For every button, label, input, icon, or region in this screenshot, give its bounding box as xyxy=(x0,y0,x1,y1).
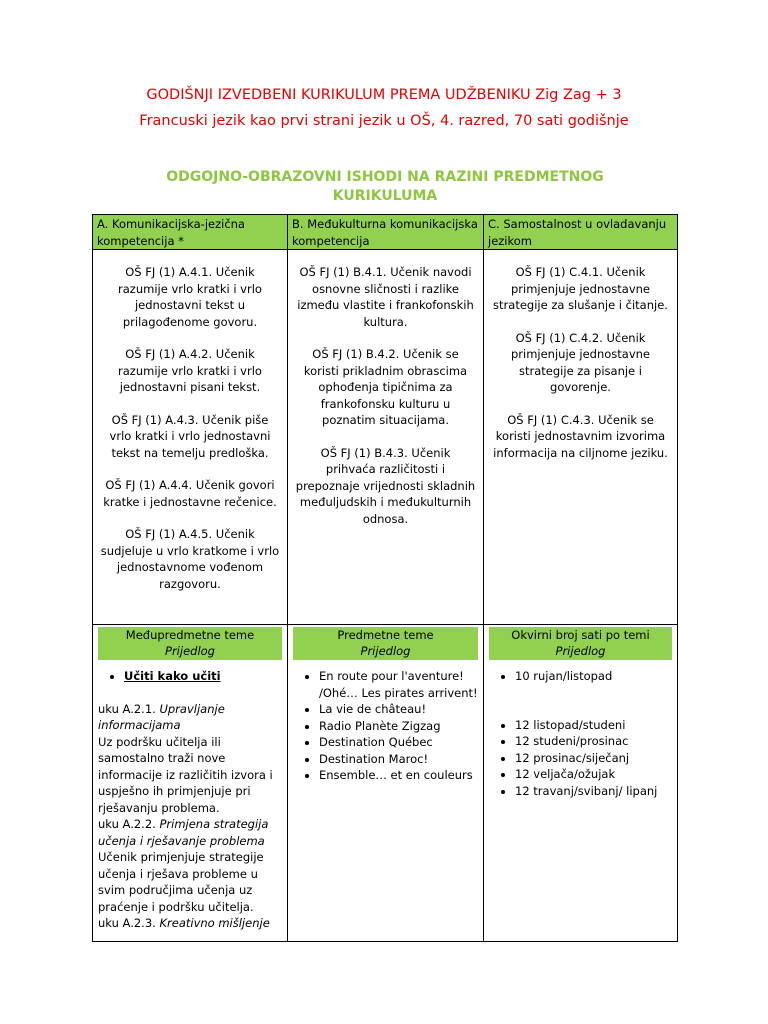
list-item: • 12 veljača/ožujak xyxy=(515,766,672,783)
outcome-b-4-3: OŠ FJ (1) B.4.3. Učenik prihvaća različitosti i prepoznaje vrijednosti skladnih međuljudskih i međukulturnih odnosa. xyxy=(295,445,476,526)
outcome-a-4-3: OŠ FJ (1) A.4.3. Učenik piše vrlo kratki i vrlo jednostavni tekst na temelju predloška. xyxy=(109,412,271,460)
list-item: • En route pour l'aventure! /Ohé… Les pirates arrivent! xyxy=(319,668,478,701)
topics-heading-label: Predmetne teme xyxy=(337,628,434,642)
list-item: • Destination Maroc! xyxy=(319,751,478,768)
curriculum-table xyxy=(92,214,678,942)
uku-a21-text: Uz podršku učitelja ili samostalno traži nove informacije iz različitih izvora i uspješno ih primjenjuje pri rješavanju problema. xyxy=(98,734,273,815)
document-subtitle: Francuski jezik kao prvi strani jezik u OŠ, 4. razred, 70 sati godišnje xyxy=(139,113,629,129)
uku-a23: uku A.2.3. Kreativno mišljenje xyxy=(98,916,270,930)
outcome-a-4-2: OŠ FJ (1) A.4.2. Učenik razumije vrlo kratki i vrlo jednostavni pisani tekst. xyxy=(118,347,262,394)
hours-list-first xyxy=(489,668,672,685)
column-heading-a: A. Komunikacijska-jezična kompetencija * xyxy=(93,215,288,250)
outcome-c-4-1: OŠ FJ (1) C.4.1. Učenik primjenjuje jednostavne strategije za slušanje i čitanje. xyxy=(493,265,668,312)
outcome-c-4-3: OŠ FJ (1) C.4.3. Učenik se koristi jednostavnim izvorima informacija na ciljnome jeziku. xyxy=(493,412,668,460)
column-heading-c: C. Samostalnost u ovladavanju jezikom xyxy=(484,215,678,250)
list-item: • 12 prosinac/siječanj xyxy=(515,750,672,767)
cross-curricular-list xyxy=(98,668,282,685)
outcome-a-4-1: OŠ FJ (1) A.4.1. Učenik razumije vrlo kratki i vrlo jednostavni tekst u prilagođenome govoru. xyxy=(118,265,262,329)
outcome-c-4-2: OŠ FJ (1) C.4.2. Učenik primjenjuje jednostavne strategije za pisanje i govorenje. xyxy=(510,330,650,394)
uku-a22: uku A.2.2. Primjena strategija učenja i rješavanje problema xyxy=(98,817,269,848)
topics-heading-sub: Prijedlog xyxy=(360,644,411,658)
outcomes-cell-b xyxy=(288,250,484,625)
list-item: • 10 rujan/listopad xyxy=(515,668,672,685)
hours-heading xyxy=(489,627,672,660)
cross-heading-sub: Prijedlog xyxy=(165,644,215,658)
hours-cell xyxy=(484,625,678,942)
outcome-b-4-1: OŠ FJ (1) B.4.1. Učenik navodi osnovne sličnosti i razlike između vlastite i frankofonskih kultura. xyxy=(297,265,474,329)
hours-heading-sub: Prijedlog xyxy=(555,644,606,658)
subject-topics-cell xyxy=(288,625,484,942)
cross-curricular-heading xyxy=(98,627,282,660)
hours-heading-label: Okvirni broj sati po temi xyxy=(511,628,650,642)
list-item: • 12 listopad/studeni xyxy=(515,717,672,734)
uku-a21: uku A.2.1. Upravljanje informacijama xyxy=(98,701,225,732)
document-title: GODIŠNJI IZVEDBENI KURIKULUM PREMA UDŽBENIKU Zig Zag + 3 xyxy=(146,87,622,103)
table-header-row xyxy=(93,215,678,250)
outcome-b-4-2: OŠ FJ (1) B.4.2. Učenik se koristi prikladnim obrascima ophođenja tipičnima za frankofonsku kulturu u poznatim situacijama. xyxy=(303,347,468,427)
list-item: • Ensemble… et en couleurs xyxy=(319,767,478,784)
uku-a22-text: Učenik primjenjuje strategije učenja i rješava probleme u svim područjima učenja uz praćenje i podršku učitelja. xyxy=(98,850,264,914)
outcomes-cell-a xyxy=(93,250,288,625)
column-heading-b: B. Međukulturna komunikacijska kompetencija xyxy=(288,215,484,250)
outcomes-cell-c xyxy=(484,250,678,625)
section-title: ODGOJNO-OBRAZOVNI ISHODI NA RAZINI PREDMETNOG KURIKULUMA xyxy=(166,169,604,204)
hours-list xyxy=(489,717,672,800)
list-item: • Destination Québec xyxy=(319,734,478,751)
list-item: • La vie de château! xyxy=(319,701,478,718)
learning-to-learn-label: Učiti kako učiti xyxy=(124,669,221,683)
outcome-a-4-4: OŠ FJ (1) A.4.4. Učenik govori kratke i jednostavne rečenice. xyxy=(103,478,277,509)
list-item: • 12 studeni/prosinac xyxy=(515,733,672,750)
cross-curricular-cell xyxy=(93,625,288,942)
subject-topics-list xyxy=(293,668,478,784)
outcomes-row xyxy=(93,250,678,625)
list-item: • Radio Planète Zigzag xyxy=(319,718,478,735)
list-item: • 12 travanj/svibanj/ lipanj xyxy=(515,783,672,800)
outcome-a-4-5: OŠ FJ (1) A.4.5. Učenik sudjeluje u vrlo kratkome i vrlo jednostavnome vođenom razgovoru. xyxy=(100,527,280,591)
subject-topics-heading xyxy=(293,627,478,660)
list-item xyxy=(124,668,282,685)
cross-heading-label: Međupredmetne teme xyxy=(125,628,255,642)
themes-row xyxy=(93,625,678,942)
